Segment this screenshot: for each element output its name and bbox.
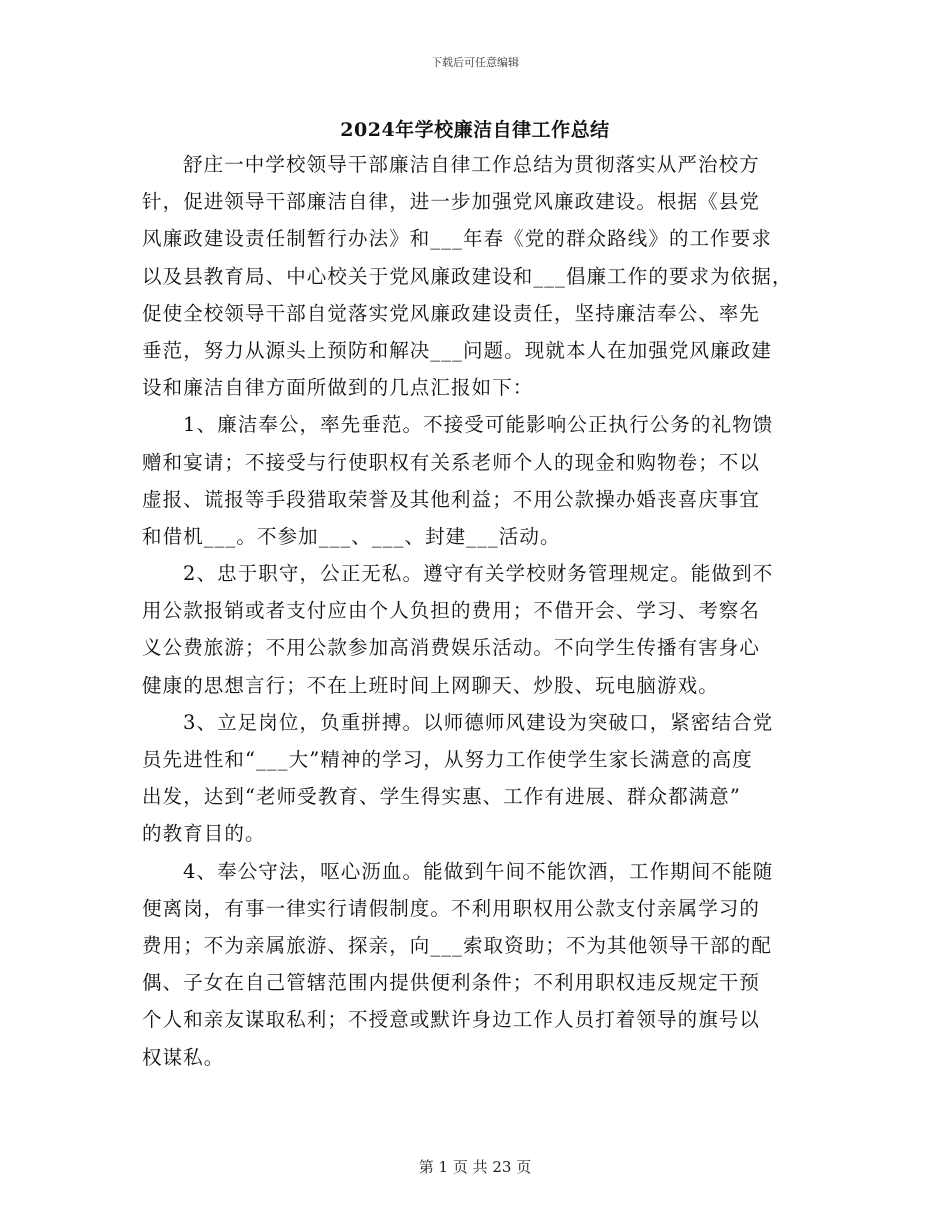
text-line: 1、廉洁奉公，率先垂范。不接受可能影响公正执行公务的礼物馈 [183, 413, 774, 437]
text-line: 便离岗，有事一律实行请假制度。不利用职权用公款支付亲属学习的 [142, 896, 761, 920]
text-line: 健康的思想言行；不在上班时间上网聊天、炒股、玩电脑游戏。 [142, 673, 719, 697]
text-line: 和借机___。不参加___、___、封建___活动。 [142, 524, 561, 548]
text-line: 权谋私。 [142, 1045, 225, 1069]
text-line: 舒庄一中学校领导干部廉洁自律工作总结为贯彻落实从严治校方 [183, 153, 760, 176]
text-line: 个人和亲友谋取私利；不授意或默许身边工作人员打着领导的旗号以 [142, 1008, 761, 1032]
text-line: 3、立足岗位，负重拼搏。以师德师风建设为突破口，紧密结合党 [183, 710, 774, 734]
text-line: 赠和宴请；不接受与行使职权有关系老师个人的现金和购物卷；不以 [142, 450, 761, 474]
text-line: 2、忠于职守，公正无私。遵守有关学校财务管理规定。能做到不 [183, 562, 774, 586]
text-line: 促使全校领导干部自觉落实党风廉政建设责任，坚持廉洁奉公、率先 [142, 301, 761, 325]
text-line: 以及县教育局、中心校关于党风廉政建设和___倡廉工作的要求为依据， [142, 264, 793, 288]
text-line: 风廉政建设责任制暂行办法》和___年春《党的群众路线》的工作要求 [142, 227, 772, 251]
text-line: 用公款报销或者支付应由个人负担的费用；不借开会、学习、考察名 [142, 599, 761, 623]
text-line: 针，促进领导干部廉洁自律，进一步加强党风廉政建设。根据《县党 [142, 190, 761, 214]
page-footer: 第 1 页 共 23 页 [418, 1158, 532, 1176]
text-line: 设和廉洁自律方面所做到的几点汇报如下： [142, 376, 534, 400]
text-line: 费用；不为亲属旅游、探亲，向___索取资助；不为其他领导干部的配 [142, 933, 772, 957]
text-line: 4、奉公守法，呕心沥血。能做到午间不能饮酒，工作期间不能随 [183, 859, 774, 883]
text-line: 偶、子女在自己管辖范围内提供便利条件；不利用职权违反规定干预 [142, 971, 761, 995]
text-line: 义公费旅游；不用公款参加高消费娱乐活动。不向学生传播有害身心 [142, 636, 761, 660]
text-line: 虚报、谎报等手段猎取荣誉及其他利益；不用公款操办婚丧喜庆事宜 [142, 487, 761, 511]
page-header: 下载后可任意编辑 [431, 56, 519, 69]
document-title: 2024年学校廉洁自律工作总结 [340, 119, 610, 141]
document-body [142, 146, 822, 1076]
text-line: 员先进性和“___大”精神的学习，从努力工作使学生家长满意的高度 [142, 748, 753, 771]
text-line: 出发，达到“老师受教育、学生得实惠、工作有进展、群众都满意” [142, 785, 741, 809]
text-line: 的教育目的。 [142, 822, 266, 846]
text-line: 垂范，努力从源头上预防和解决___问题。现就本人在加强党风廉政建 [142, 338, 772, 362]
